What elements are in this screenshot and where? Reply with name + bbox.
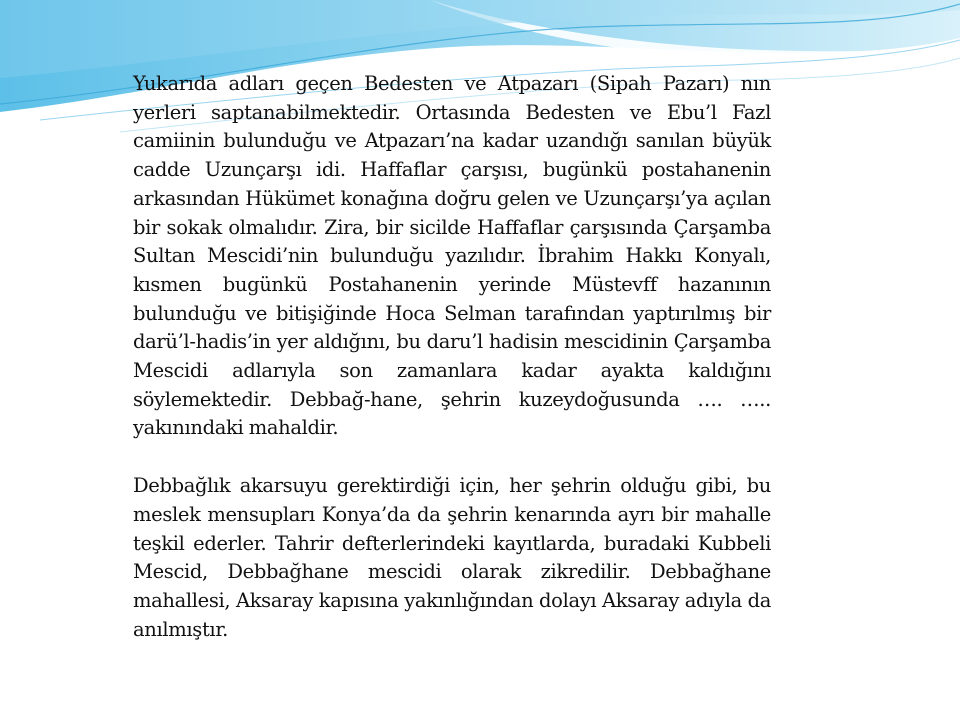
paragraph-1: Yukarıda adları geçen Bedesten ve Atpazarı (Sipah Pazarı) nın yerleri saptanabilmektedir. Ortasında Bedesten ve Ebu’l Fazl camiinin bulunduğu ve Atpazarı’na kadar uzandığı sanılan büyük cadde Uzunçarşı idi. Haffaflar çarşısı, bugünkü postahanenin arkasından Hükümet konağına doğru gelen ve Uzunçarşı’ya açılan bir sokak olmalıdır. Zira, bir sicilde Haffaflar çarşısında Çarşamba Sultan Mescidi’nin bulunduğu yazılıdır. İbrahim Hakkı Konyalı, kısmen bugünkü Postahanenin yerinde Müstevff hazanının bulunduğu ve bitişiğinde Hoca Selman tarafından yaptırılmış bir darü’l-hadis’in yer aldığını, bu daru’l hadisin mescidinin Çarşamba Mescidi adlarıyla son zamanlara kadar ayakta kaldığını söylemektedir. Debbağ-hane, şehrin kuzeydoğusunda …. ….. yakınındaki mahaldir. bbox=[133, 72, 771, 440]
paragraph-2: Debbağlık akarsuyu gerektirdiği için, her şehrin olduğu gibi, bu meslek mensupları Konya’da da şehrin kenarında ayrı bir mahalle teşkil ederler. Tahrir defterlerindeki kayıtlarda, buradaki Kubbeli Mescid, Debbağhane mescidi olarak zikredilir. Debbağhane mahallesi, Aksaray kapısına yakınlığından dolayı Aksaray adıyla da anılmıştır. bbox=[133, 474, 771, 641]
text-body bbox=[133, 70, 771, 644]
